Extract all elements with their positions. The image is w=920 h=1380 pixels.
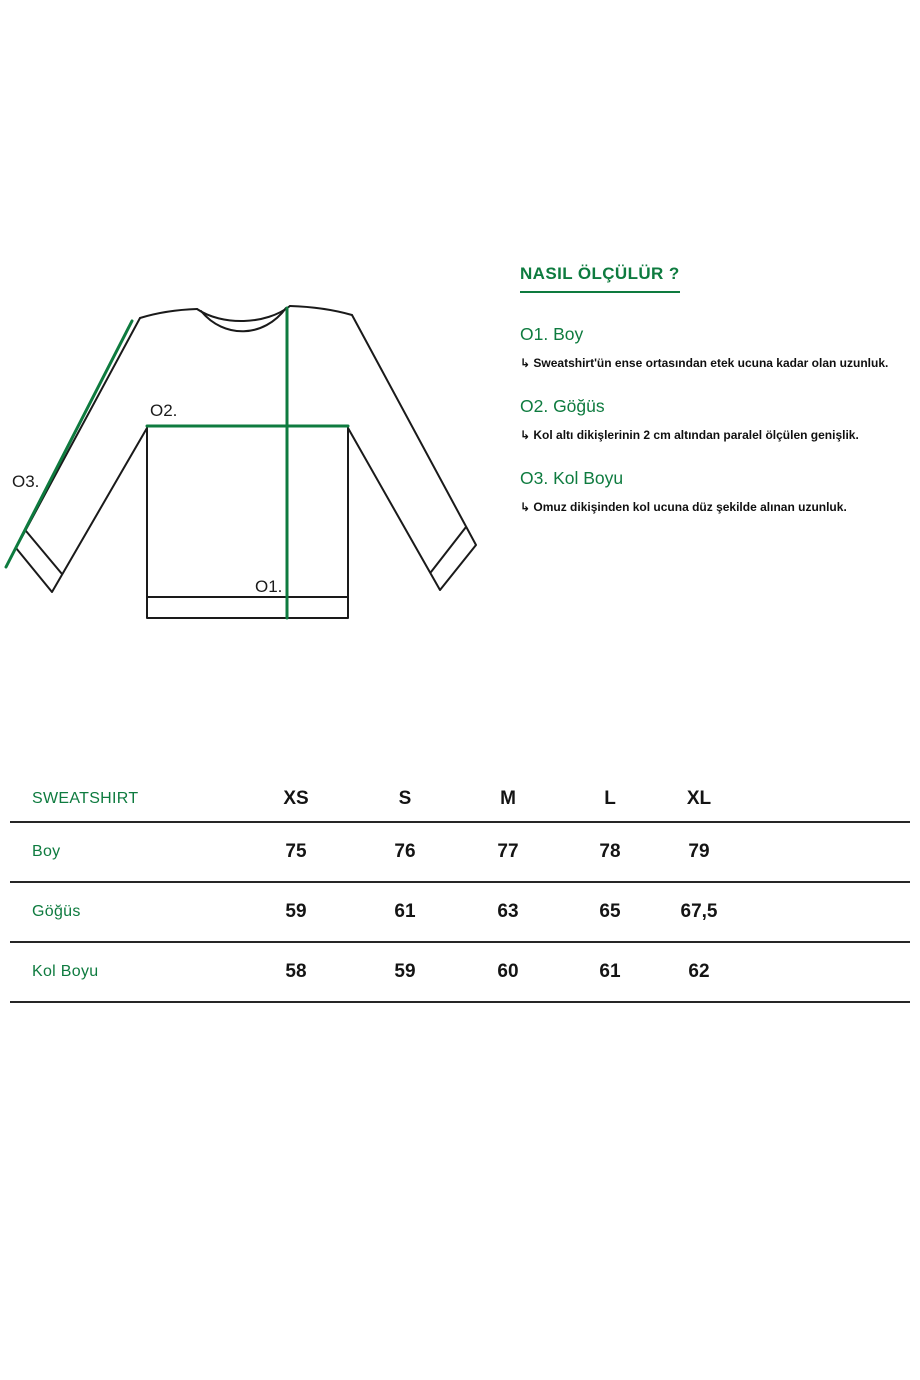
size-value: 67,5 (680, 901, 718, 922)
size-table-row-gogus (10, 883, 910, 943)
column-header-xs: XS (283, 787, 309, 809)
right-sleeve-outline (348, 315, 476, 590)
size-value: 61 (599, 961, 621, 982)
sweatshirt-diagram (0, 295, 500, 635)
size-table-header-row (10, 776, 910, 823)
size-value: 77 (497, 841, 519, 862)
measure-item-kol-boyu (520, 468, 916, 514)
measure-item-boy (520, 324, 916, 370)
size-value: 75 (285, 841, 307, 862)
size-value: 78 (599, 841, 621, 862)
left-sleeve-outline (16, 318, 147, 592)
size-value: 76 (394, 841, 416, 862)
row-label: Göğüs (32, 903, 81, 920)
column-header-s: S (398, 787, 412, 809)
body-outline (147, 428, 348, 618)
size-value: 59 (394, 961, 416, 982)
how-to-measure-title: NASIL ÖLÇÜLÜR ? (520, 264, 680, 293)
size-value: 79 (688, 841, 710, 862)
size-value: 61 (394, 901, 416, 922)
row-label: Boy (32, 843, 61, 860)
row-label: Kol Boyu (32, 963, 99, 980)
how-to-measure-section (520, 264, 916, 514)
size-table-row-boy (10, 823, 910, 883)
size-table-row-kol-boyu (10, 943, 910, 1003)
size-value: 62 (688, 961, 710, 982)
size-value: 60 (497, 961, 519, 982)
size-value: 59 (285, 901, 307, 922)
diagram-label-o3: O3. (12, 472, 40, 491)
collar-inner-line (201, 308, 286, 331)
measure-item-heading: O1. Boy (520, 324, 584, 344)
size-value: 65 (599, 901, 621, 922)
size-table (10, 776, 910, 1003)
measure-item-description: ↳ Kol altı dikişlerinin 2 cm altından paralel ölçülen genişlik. (520, 428, 859, 442)
measure-item-description: ↳ Sweatshirt'ün ense ortasından etek ucuna kadar olan uzunluk. (520, 356, 889, 370)
column-header-l: L (604, 787, 616, 809)
size-value: 58 (285, 961, 307, 982)
column-header-m: M (500, 787, 516, 809)
measure-item-heading: O2. Göğüs (520, 396, 605, 416)
measure-item-gogus (520, 396, 916, 442)
left-shoulder-line (140, 309, 197, 318)
column-header-xl: XL (686, 787, 712, 809)
measure-line-o3 (6, 321, 132, 567)
size-value: 63 (497, 901, 519, 922)
measure-item-description: ↳ Omuz dikişinden kol ucuna düz şekilde alınan uzunluk. (520, 500, 847, 514)
right-shoulder-line (290, 306, 352, 315)
product-label: SWEATSHIRT (32, 789, 139, 807)
diagram-label-o2: O2. (150, 401, 178, 420)
diagram-label-o1: O1. (255, 577, 283, 596)
measure-item-heading: O3. Kol Boyu (520, 468, 624, 488)
